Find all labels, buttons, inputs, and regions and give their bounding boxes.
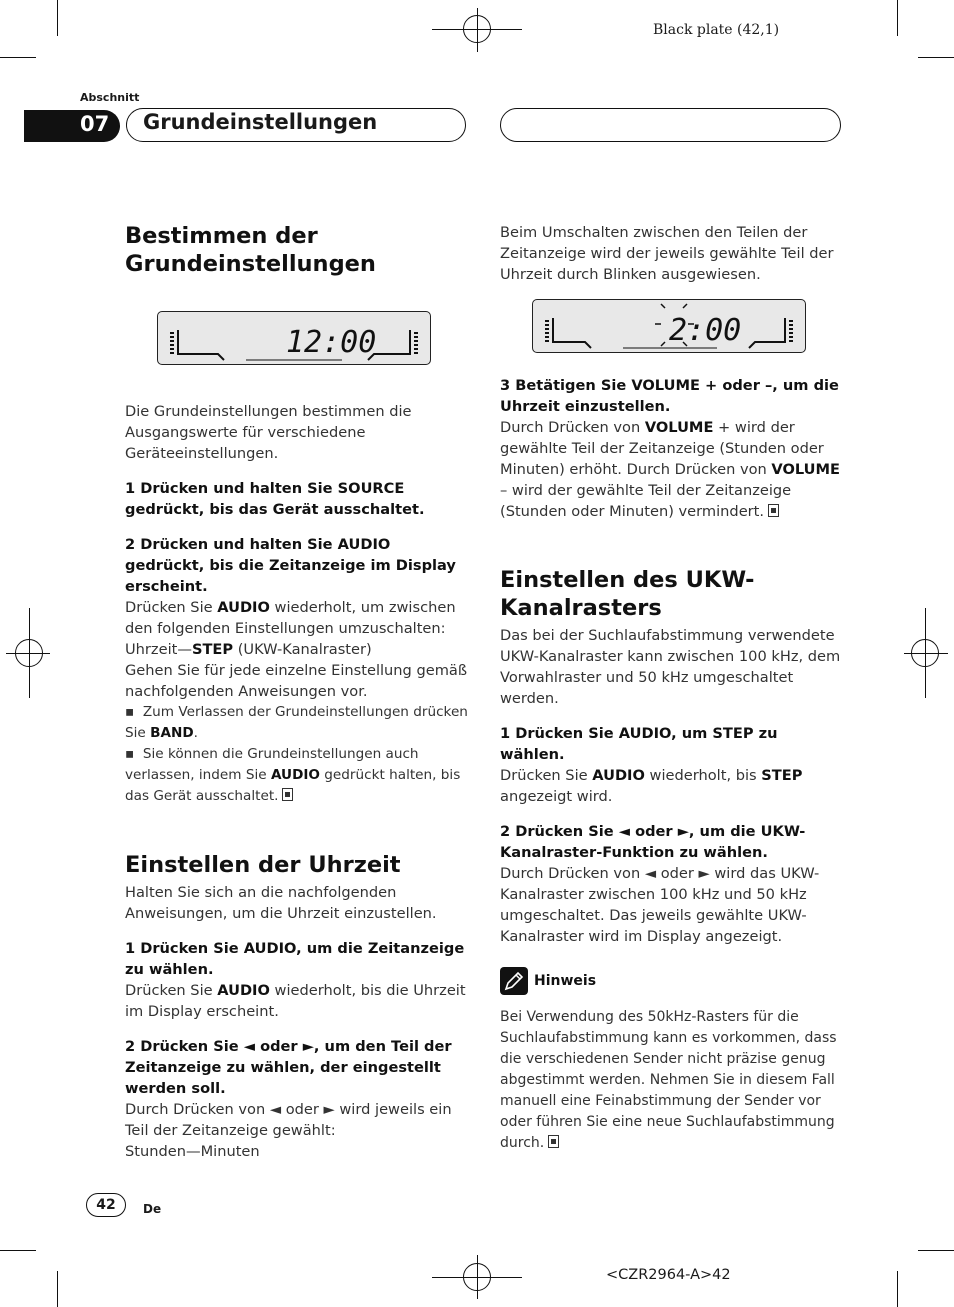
ukw-intro: Das bei der Suchlaufabstimmung verwendete UKW-Kanalraster kann zwischen 100 kHz, dem Vorwahlraster und 50 kHz umgeschaltet werden. — [500, 627, 841, 707]
crop-mark — [918, 1250, 954, 1251]
heading-set-time: Einstellen der Uhrzeit — [125, 852, 401, 878]
page-number: 42 — [86, 1193, 126, 1217]
section-number-badge — [24, 110, 120, 142]
time-step-2-sequence: Stunden—Minuten — [125, 1143, 260, 1160]
step-2-body-2: Gehen Sie für jede einzelne Einstellung gemäß nachfolgenden Anweisungen vor. — [125, 662, 468, 700]
heading-basic-settings: Bestimmen der Grundeinstellungen — [125, 223, 376, 277]
crop-mark — [0, 57, 36, 58]
section-label: Abschnitt — [80, 91, 140, 104]
registration-circle — [911, 639, 939, 667]
step-1-source: 1 Drücken und halten Sie SOURCE gedrückt, bis das Gerät ausschaltet. — [125, 480, 425, 518]
crop-mark — [0, 1250, 36, 1251]
lcd-graphic — [158, 312, 430, 364]
lcd-display-1 — [157, 311, 431, 365]
crop-mark — [897, 1271, 898, 1307]
ukw-step-1-body: Drücken Sie AUDIO wiederholt, bis STEP angezeigt wird. — [500, 767, 803, 805]
time-step-1-body: Drücken Sie AUDIO wiederholt, bis die Uhrzeit im Display erscheint. — [125, 982, 466, 1020]
ukw-step-2: 2 Drücken Sie ◄ oder ►, um die UKW-Kanalraster-Funktion zu wählen. — [500, 823, 806, 861]
end-mark-icon — [768, 504, 779, 517]
pencil-note-icon — [500, 967, 528, 995]
pencil-icon — [500, 967, 528, 995]
lcd-time: 12:00 — [286, 325, 377, 360]
note-label: Hinweis — [534, 972, 597, 989]
registration-circle — [463, 1263, 491, 1291]
section-number: 07 — [80, 112, 110, 136]
bullet-exit-audio: ▪ Sie können die Grundeinstellungen auch verlassen, indem Sie AUDIO gedrückt halten, bis das Gerät ausschaltet. — [125, 746, 461, 804]
crop-mark — [918, 57, 954, 58]
lcd-graphic-blink — [533, 300, 805, 352]
time-step-2-body: Durch Drücken von ◄ oder ► wird jeweils ein Teil der Zeitanzeige gewählt: — [125, 1101, 452, 1139]
ukw-step-1: 1 Drücken Sie AUDIO, um STEP zu wählen. — [500, 725, 778, 763]
step-2-audio: 2 Drücken und halten Sie AUDIO gedrückt, bis die Zeitanzeige im Display erscheint. — [125, 536, 456, 595]
time-step-3: 3 Betätigen Sie VOLUME + oder –, um die Uhrzeit einzustellen. — [500, 377, 839, 415]
right-column — [500, 222, 845, 1154]
step-2-body: Drücken Sie AUDIO wiederholt, um zwischen den folgenden Einstellungen umzuschalten: Uhrzeit—STEP (UKW-Kanalraster) — [125, 599, 456, 658]
registration-circle — [15, 639, 43, 667]
time-step-1: 1 Drücken Sie AUDIO, um die Zeitanzeige zu wählen. — [125, 940, 465, 978]
heading-ukw-step: Einstellen des UKW-Kanalrasters — [500, 567, 755, 621]
crop-mark — [57, 1271, 58, 1307]
note-heading — [500, 967, 845, 995]
ukw-step-2-body: Durch Drücken von ◄ oder ► wird das UKW-Kanalraster zwischen 100 kHz und 50 kHz umgeschaltet. Das jeweils gewählte UKW-Kanalraster wird im Display angezeigt. — [500, 865, 820, 945]
crop-mark — [897, 0, 898, 36]
registration-circle — [463, 15, 491, 43]
left-column — [125, 222, 470, 1162]
end-mark-icon — [548, 1135, 559, 1148]
language-code: De — [143, 1202, 162, 1216]
note-text: Bei Verwendung des 50kHz-Rasters für die Suchlaufabstimmung kann es vorkommen, dass die verschiedenen Sender nicht präzise genug abgestimmt werden. Nehmen Sie in diesem Fall manuell eine Feinabstimmung der Sender vor oder führen Sie eine neue Suchlaufabstimmung durch. — [500, 1009, 837, 1151]
time-continued: Beim Umschalten zwischen den Teilen der Zeitanzeige wird der jeweils gewählte Teil der Uhrzeit durch Blinken ausgewiesen. — [500, 224, 834, 283]
document-code: <CZR2964-A>42 — [606, 1267, 731, 1283]
time-step-2: 2 Drücken Sie ◄ oder ►, um den Teil der Zeitanzeige zu wählen, der eingestellt werden soll. — [125, 1038, 452, 1097]
end-mark-icon — [282, 788, 293, 801]
lcd-time-blink: 2:00 — [669, 313, 742, 348]
time-intro: Halten Sie sich an die nachfolgenden Anweisungen, um die Uhrzeit einzustellen. — [125, 884, 437, 922]
lcd-display-2 — [532, 299, 806, 353]
section-empty-frame — [500, 108, 841, 142]
bullet-exit-band: ▪ Zum Verlassen der Grundeinstellungen drücken Sie BAND. — [125, 704, 468, 741]
plate-label: Black plate (42,1) — [653, 22, 780, 38]
time-step-3-body: Durch Drücken von VOLUME + wird der gewählte Teil der Zeitanzeige (Stunden oder Minuten) erhöht. Durch Drücken von VOLUME – wird der gewählte Teil der Zeitanzeige (Stunden oder Minuten) vermindert. — [500, 419, 840, 520]
crop-mark — [57, 0, 58, 36]
intro-paragraph: Die Grundeinstellungen bestimmen die Ausgangswerte für verschiedene Geräteeinstellungen. — [125, 403, 412, 462]
section-title: Grundeinstellungen — [143, 110, 378, 134]
